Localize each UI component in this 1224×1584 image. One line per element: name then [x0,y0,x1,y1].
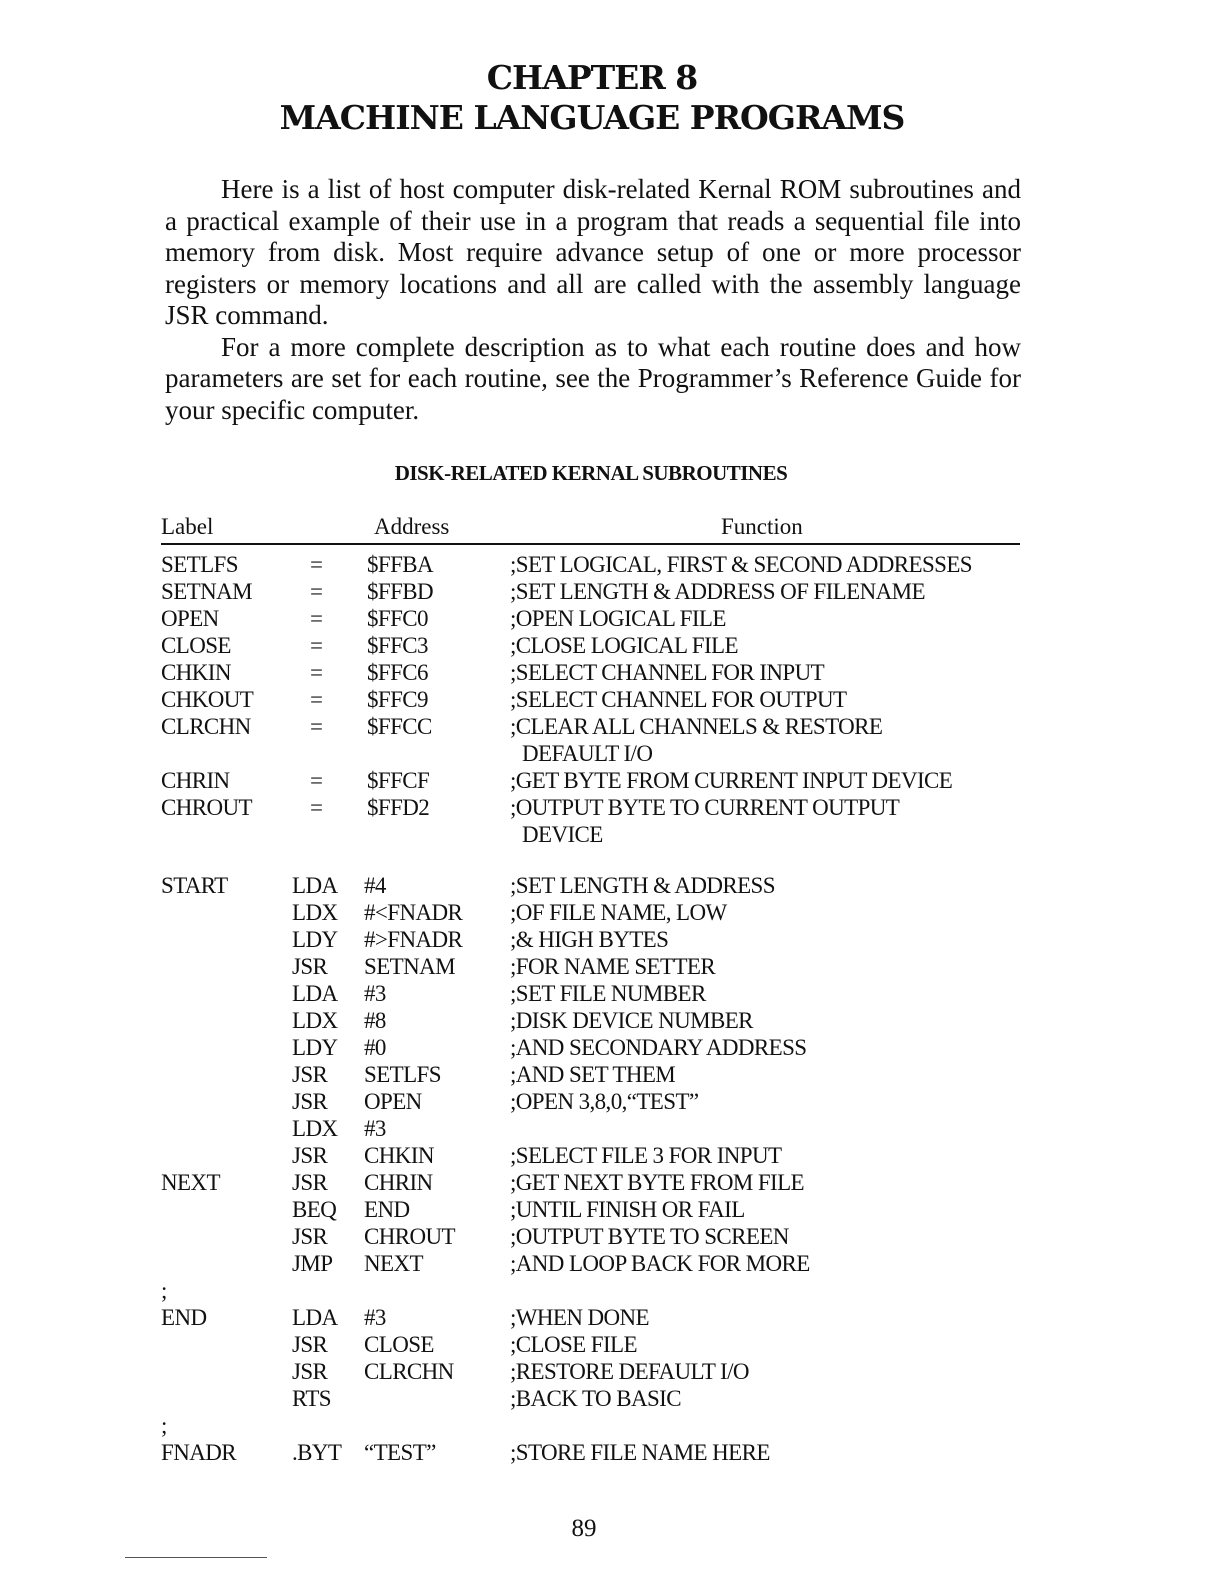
comment-cell: ;OPEN LOGICAL FILE [510,606,726,631]
operand-cell: CHKIN [364,1143,434,1168]
label-cell: CLOSE [161,633,231,658]
opcode-cell: LDX [292,900,338,925]
equals-cell: = [310,552,323,577]
label-cell: END [161,1305,207,1330]
comment-cell: ;OPEN 3,8,0,“TEST” [510,1089,699,1114]
address-cell: $FFCC [367,714,432,739]
operand-cell: SETLFS [364,1062,441,1087]
opcode-cell: JSR [292,1224,328,1249]
opcode-cell: JSR [292,1170,328,1195]
code-row [0,1142,1224,1169]
address-cell: $FFD2 [367,795,430,820]
label-cell: CHKIN [161,660,231,685]
opcode-cell: LDA [292,1305,338,1330]
label-cell: NEXT [161,1170,220,1195]
definition-row [0,578,1224,605]
header-function: Function [721,514,803,539]
table-title: DISK-RELATED KERNAL SUBROUTINES [394,461,788,485]
label-cell: CHRIN [161,768,230,793]
equals-cell: = [310,795,323,820]
code-row [0,1169,1224,1196]
comment-cell: ;BACK TO BASIC [510,1386,681,1411]
equals-cell: = [310,768,323,793]
opcode-cell: LDX [292,1008,338,1033]
opcode-cell: JSR [292,1089,328,1114]
comment-cell: ;FOR NAME SETTER [510,954,716,979]
comment-cell: ;UNTIL FINISH OR FAIL [510,1197,745,1222]
label-cell: CHKOUT [161,687,254,712]
comment-cell: ;CLEAR ALL CHANNELS & RESTORE [510,714,883,739]
code-row [0,872,1224,899]
comment-cell: ;AND SET THEM [510,1062,676,1087]
comment-cell: ;OF FILE NAME, LOW [510,900,727,925]
code-row [0,1034,1224,1061]
operand-cell: #>FNADR [364,927,463,952]
definition-row [0,794,1224,821]
page-number: 89 [571,1515,597,1542]
code-row [0,926,1224,953]
operand-cell: #4 [364,873,386,898]
operand-cell: CHROUT [364,1224,455,1249]
opcode-cell: LDY [292,927,338,952]
opcode-cell: JSR [292,1332,328,1357]
address-cell: $FFC9 [367,687,428,712]
comment-cell: ;CLOSE FILE [510,1332,637,1357]
definition-row [0,632,1224,659]
chapter-title: MACHINE LANGUAGE PROGRAMS [279,98,905,137]
opcode-cell: LDA [292,981,338,1006]
equals-cell: = [310,714,323,739]
code-row [0,1196,1224,1223]
label-cell: START [161,873,228,898]
label-cell: FNADR [161,1440,236,1465]
definition-row [0,767,1224,794]
comment-cell: ;SELECT CHANNEL FOR INPUT [510,660,825,685]
operand-cell: #3 [364,981,386,1006]
code-row [0,1223,1224,1250]
label-cell: SETLFS [161,552,238,577]
comment-cell: ;GET NEXT BYTE FROM FILE [510,1170,804,1195]
operand-cell: END [364,1197,410,1222]
definition-row [0,605,1224,632]
comment-continuation: DEVICE [522,822,603,847]
code-row [0,899,1224,926]
opcode-cell: LDY [292,1035,338,1060]
footer-line [125,1557,267,1558]
comment-cell: ;STORE FILE NAME HERE [510,1440,770,1465]
operand-cell: CLOSE [364,1332,434,1357]
paragraph: For a more complete description as to what each routine does and how parameters are set for each routine, see the Programmer’s Reference Guide for your specific computer. [165,331,1021,425]
comment-cell: ;& HIGH BYTES [510,927,669,952]
label-cell: CHROUT [161,795,252,820]
header-address: Address [374,514,450,539]
intro-text [165,174,1021,426]
definition-row [0,713,1224,740]
definition-row [0,686,1224,713]
address-cell: $FFBD [367,579,434,604]
code-row [0,1439,1224,1466]
comment-cell: ;AND SECONDARY ADDRESS [510,1035,807,1060]
label-cell: CLRCHN [161,714,251,739]
operand-cell: #3 [364,1305,386,1330]
opcode-cell: JMP [292,1251,333,1276]
comment-cell: ;WHEN DONE [510,1305,649,1330]
code-row [0,1331,1224,1358]
comment-cell: ;SELECT FILE 3 FOR INPUT [510,1143,782,1168]
operand-cell: OPEN [364,1089,422,1114]
equals-cell: = [310,633,323,658]
comment-cell: ;SELECT CHANNEL FOR OUTPUT [510,687,847,712]
opcode-cell: JSR [292,1143,328,1168]
address-cell: $FFBA [367,552,434,577]
paragraph: Here is a list of host computer disk-related Kernal ROM subroutines and a practical example of their use in a program that reads a sequential file into memory from disk. Most require advance setup of one or more processor registers or memory locations and all are called with the assembly language JSR command. [165,174,1021,330]
comment-cell: ;OUTPUT BYTE TO SCREEN [510,1224,789,1249]
comment-continuation: DEFAULT I/O [522,741,653,766]
opcode-cell: RTS [292,1386,332,1411]
operand-cell: CLRCHN [364,1359,454,1384]
comment-cell: ;SET LENGTH & ADDRESS OF FILENAME [510,579,925,604]
code-row [0,1088,1224,1115]
header-label: Label [161,514,214,539]
code-row [0,953,1224,980]
opcode-cell: JSR [292,1359,328,1384]
comment-cell: ;SET FILE NUMBER [510,981,706,1006]
operand-cell: #8 [364,1008,386,1033]
address-cell: $FFC0 [367,606,428,631]
separator: ; [161,1413,168,1438]
opcode-cell: BEQ [292,1197,337,1222]
address-cell: $FFCF [367,768,430,793]
code-row [0,1061,1224,1088]
code-row [0,1250,1224,1277]
code-row [0,1358,1224,1385]
comment-cell: ;DISK DEVICE NUMBER [510,1008,753,1033]
opcode-cell: .BYT [292,1440,342,1465]
code-row [0,1385,1224,1412]
comment-cell: ;RESTORE DEFAULT I/O [510,1359,749,1384]
label-cell: OPEN [161,606,219,631]
opcode-cell: LDA [292,873,338,898]
header-rule [161,543,1020,545]
comment-cell: ;GET BYTE FROM CURRENT INPUT DEVICE [510,768,953,793]
equals-cell: = [310,606,323,631]
operand-cell: #<FNADR [364,900,463,925]
opcode-cell: JSR [292,1062,328,1087]
definition-row [0,659,1224,686]
comment-cell: ;CLOSE LOGICAL FILE [510,633,738,658]
chapter-number: CHAPTER 8 [486,58,698,97]
operand-cell: “TEST” [364,1440,436,1465]
separator: ; [161,1278,168,1303]
address-cell: $FFC6 [367,660,428,685]
comment-cell: ;AND LOOP BACK FOR MORE [510,1251,810,1276]
code-row [0,1115,1224,1142]
equals-cell: = [310,579,323,604]
label-cell: SETNAM [161,579,252,604]
comment-cell: ;SET LENGTH & ADDRESS [510,873,775,898]
opcode-cell: LDX [292,1116,338,1141]
equals-cell: = [310,687,323,712]
code-row [0,980,1224,1007]
operand-cell: #0 [364,1035,386,1060]
opcode-cell: JSR [292,954,328,979]
code-row [0,1304,1224,1331]
operand-cell: NEXT [364,1251,423,1276]
operand-cell: CHRIN [364,1170,433,1195]
equals-cell: = [310,660,323,685]
address-cell: $FFC3 [367,633,428,658]
comment-cell: ;SET LOGICAL, FIRST & SECOND ADDRESSES [510,552,972,577]
comment-cell: ;OUTPUT BYTE TO CURRENT OUTPUT [510,795,900,820]
operand-cell: #3 [364,1116,386,1141]
definition-row [0,551,1224,578]
operand-cell: SETNAM [364,954,455,979]
code-row [0,1007,1224,1034]
